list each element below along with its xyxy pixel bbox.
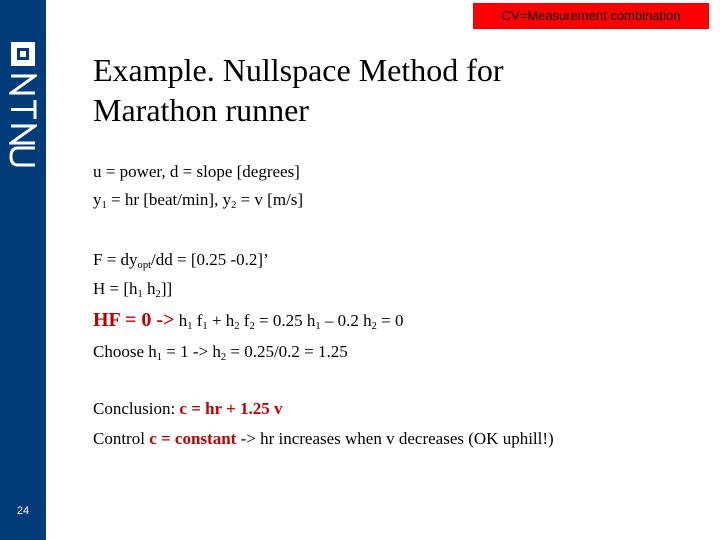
topic-banner: CV=Measurement combination (473, 3, 709, 29)
control-line: Control c = constant -> hr increases when v decreases (OK uphill!) (93, 429, 554, 448)
slide-title (93, 50, 693, 130)
title-line-1: Example. Nullspace Method for (93, 52, 504, 88)
sidebar (0, 0, 46, 540)
measurements-line: $y_1$ = hr [beat/min], $y_2 = v$ [m/s] (93, 190, 304, 212)
h-matrix-line: $H = [h_1$ $h_2$]] (93, 279, 173, 301)
hf-equation: HF = 0 -> (93, 309, 175, 331)
cv-constant: c = constant (149, 429, 237, 448)
ntnu-logo (9, 42, 37, 167)
choose-line: Choose $h_1 = 1 -> h_2 = 0.25/0.2 = 1.25$ (93, 342, 348, 364)
variables-line: u = power, d = slope [degrees] (93, 162, 300, 181)
nullspace-condition-line: HF = $0 -> h_1$ $f_1 + h_2$ $f_2 = 0.25$ $h_1 - 0.2$ $h_2 = 0$ (93, 309, 404, 333)
conclusion-line: Conclusion: c = hr + 1.25 v (93, 399, 283, 418)
cv-equation: c = hr + 1.25 v (179, 399, 283, 418)
sensitivity-line: $F = dy_{opt}/dd = [0.25$ -0.2]’ (93, 250, 269, 272)
title-line-2: Marathon runner (93, 92, 309, 128)
page-number: 24 (16, 505, 30, 517)
